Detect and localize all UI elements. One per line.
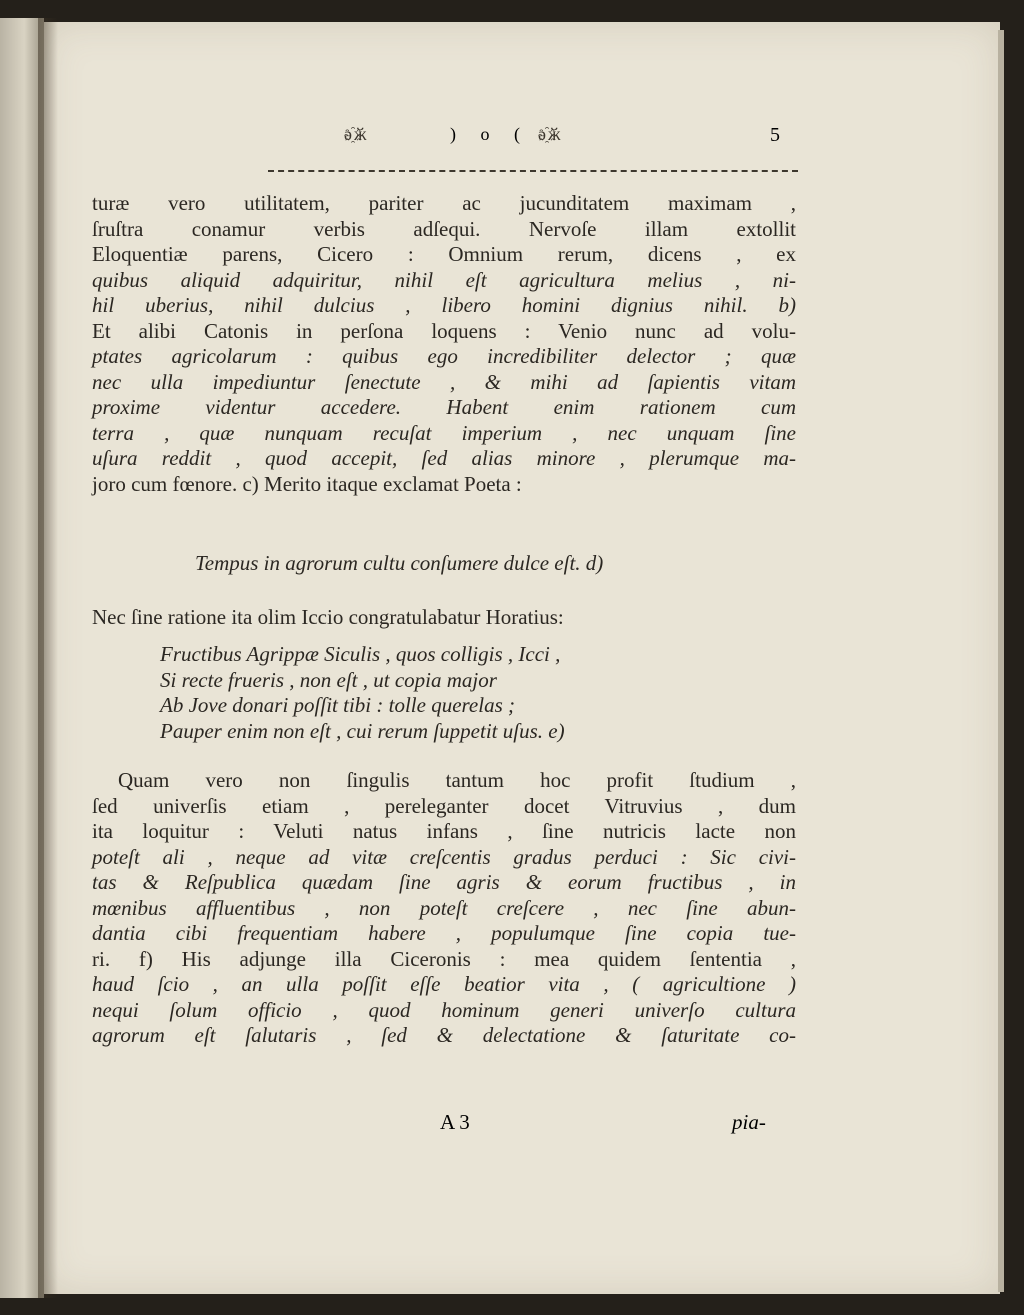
verse-line: Fructibus Agrippæ Siculis , quos colligis , Icci , (160, 642, 561, 666)
paragraph-3 (92, 768, 796, 1049)
text-line: proxime videntur accedere. Habent enim rationem cum (92, 395, 796, 419)
ornament-right: ǝ҈ӂ (538, 124, 562, 144)
text-line: ſruſtra conamur verbis adſequi. Nervoſe illam extollit (92, 216, 796, 241)
text-line: nec ulla impediuntur ſenectute , & mihi ad ſapientis vitam (92, 369, 796, 394)
verse-block (160, 642, 720, 744)
page-edge-right (998, 30, 1004, 1292)
text-line: Et alibi Catonis in perſona loquens : Venio nunc ad volu- (92, 318, 796, 343)
text-line: mœnibus affluentibus , non poteſt creſcere , nec ſine abun- (92, 895, 796, 920)
paragraph-1 (92, 191, 796, 497)
running-head (268, 124, 798, 174)
text-line: joro cum fœnore. c) Merito itaque exclamat Poeta : (92, 471, 522, 496)
gutter-shadow (38, 18, 58, 1298)
text-line: ita loquitur : Veluti natus infans , ſine nutricis lacte non (92, 819, 796, 843)
text-line: Eloquentiæ parens, Cicero : Omnium rerum, dicens , ex (92, 242, 796, 266)
head-rule (268, 170, 798, 172)
verse-line: Ab Jove donari poſſit tibi : tolle querelas ; (160, 693, 515, 717)
running-head-center: ) o ( (450, 124, 530, 144)
text-line: uſura reddit , quod accepit, ſed alias minore , plerumque ma- (92, 446, 796, 470)
text-line: Quam vero non ſingulis tantum hoc profit ſtudium , (118, 768, 796, 792)
verse-line: Pauper enim non eſt , cui rerum ſuppetit uſus. e) (160, 718, 565, 743)
text-line: turæ vero utilitatem, pariter ac jucunditatem maximam , (92, 191, 796, 215)
verse-line: Si recte frueris , non eſt , ut copia major (160, 667, 497, 692)
text-line: tas & Reſpublica quædam ſine agris & eorum fructibus , in (92, 870, 796, 894)
text-line: ptates agricolarum : quibus ego incredibiliter delector ; quæ (92, 344, 796, 368)
text-line: hil uberius, nihil dulcius , libero homini dignius nihil. b) (92, 293, 796, 317)
text-line: quibus aliquid adquiritur, nihil eſt agricultura melius , ni- (92, 267, 796, 292)
text-line: ri. f) His adjunge illa Ciceronis : mea quidem ſententia , (92, 946, 796, 971)
catchword: pia- (732, 1110, 766, 1134)
text-line: dantia cibi frequentiam habere , populumque ſine copia tue- (92, 921, 796, 945)
text-line: haud ſcio , an ulla poſſit eſſe beatior vita , ( agricultione ) (92, 972, 796, 996)
signature-mark: A 3 (440, 1110, 470, 1134)
page-number: 5 (770, 124, 780, 146)
text-line: Nec ſine ratione ita olim Iccio congratulabatur Horatius: (92, 605, 564, 629)
text-line: nequi ſolum officio , quod hominum generi univerſo cultura (92, 997, 796, 1022)
text-line: terra , quæ nunquam recuſat imperium , nec unquam ſine (92, 420, 796, 445)
text-line: poteſt ali , neque ad vitæ creſcentis gradus perduci : Sic civi- (92, 844, 796, 869)
quote-line (195, 551, 755, 577)
quoted-verse: Tempus in agrorum cultu conſumere dulce eſt. d) (195, 551, 604, 575)
text-line: ſed univerſis etiam , pereleganter docet Vitruvius , dum (92, 793, 796, 818)
ornament-left: ǝ҈ӂ (344, 124, 368, 144)
text-line: agrorum eſt ſalutaris , ſed & delectatione & ſaturitate co- (92, 1023, 796, 1047)
paragraph-2-intro (92, 605, 796, 631)
